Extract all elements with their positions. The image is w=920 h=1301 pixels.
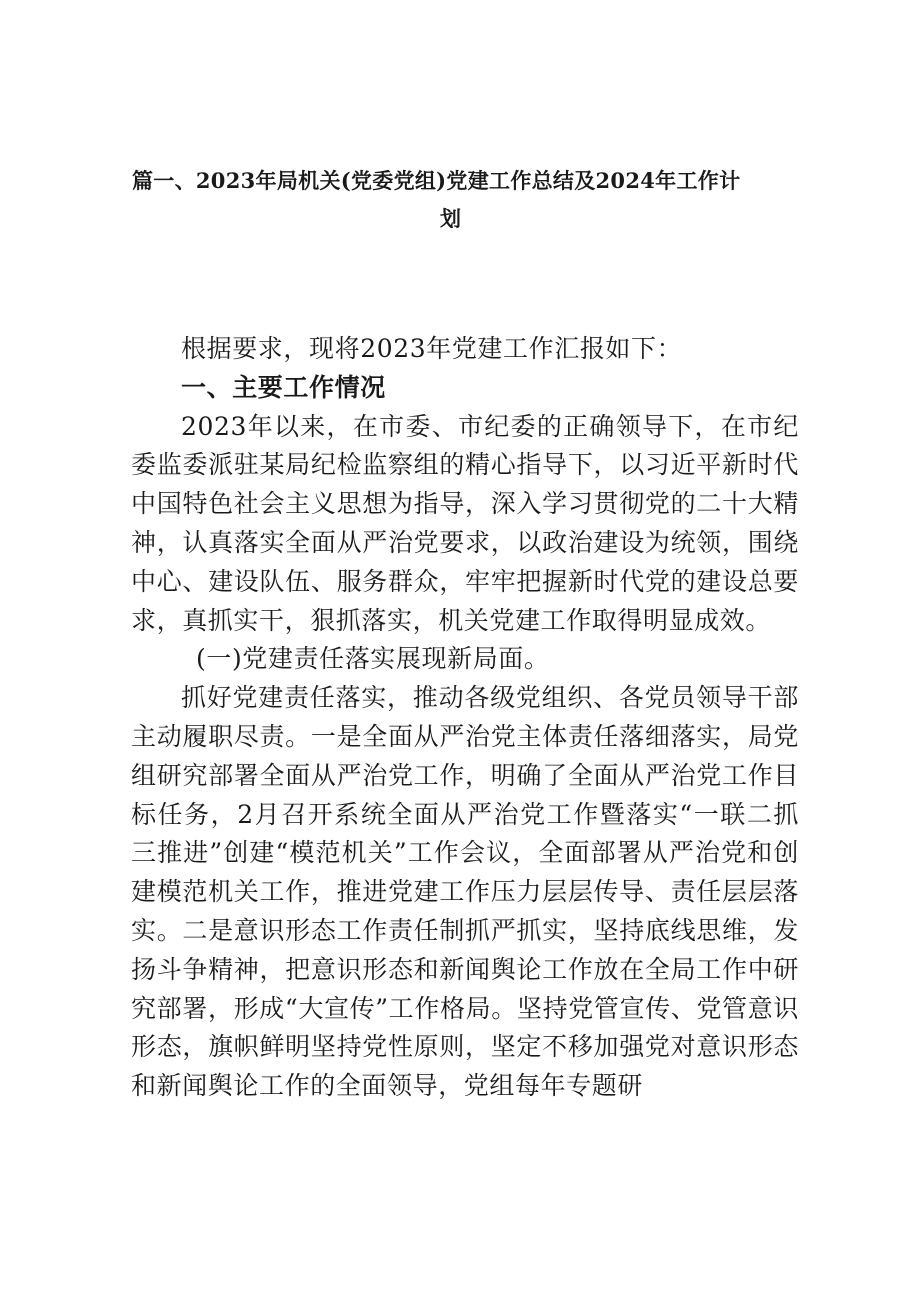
document-title-line-2: 划 — [440, 206, 462, 231]
section-heading: 一、主要工作情况 — [181, 372, 386, 402]
subsection-heading: (一)党建责任落实展现新局面。 — [196, 644, 550, 674]
body-paragraph: 抓好党建责任落实，推动各级党组织、各党员领导干部主动履职尽责。一是全面从严治党主体责任落细落实，局党组研究部署全面从严治党工作，明确了全面从严治党工作目标任务，2月召开系统全面从严治党工作暨落实“一联二抓三推进”创建“模范机关”工作会议，全面部署从严治党和创建模范机关工作，推进党建工作压力层层传导、责任层层落实。二是意识形态工作责任制抓严抓实，坚持底线思维，发扬斗争精神，把意识形态和新闻舆论工作放在全局工作中研究部署，形成“大宣传”工作格局。坚持党管宣传、党管意识形态，旗帜鲜明坚持党性原则，坚定不移加强党对意识形态和新闻舆论工作的全面领导，党组每年专题研 — [131, 683, 799, 1101]
body-paragraph: 2023年以来，在市委、市纪委的正确领导下，在市纪委监委派驻某局纪检监察组的精心指导下，以习近平新时代中国特色社会主义思想为指导，深入学习贯彻党的二十大精神，认真落实全面从严治党要求，以政治建设为统领，围绕中心、建设队伍、服务群众，牢牢把握新时代党的建设总要求，真抓实干，狠抓落实，机关党建工作取得明显成效。 — [131, 411, 799, 635]
document-title-line-1: 篇一、2023年局机关(党委党组)党建工作总结及2024年工作计 — [132, 168, 741, 193]
document-body — [131, 330, 799, 1106]
intro-paragraph: 根据要求，现将2023年党建工作汇报如下： — [181, 334, 683, 363]
